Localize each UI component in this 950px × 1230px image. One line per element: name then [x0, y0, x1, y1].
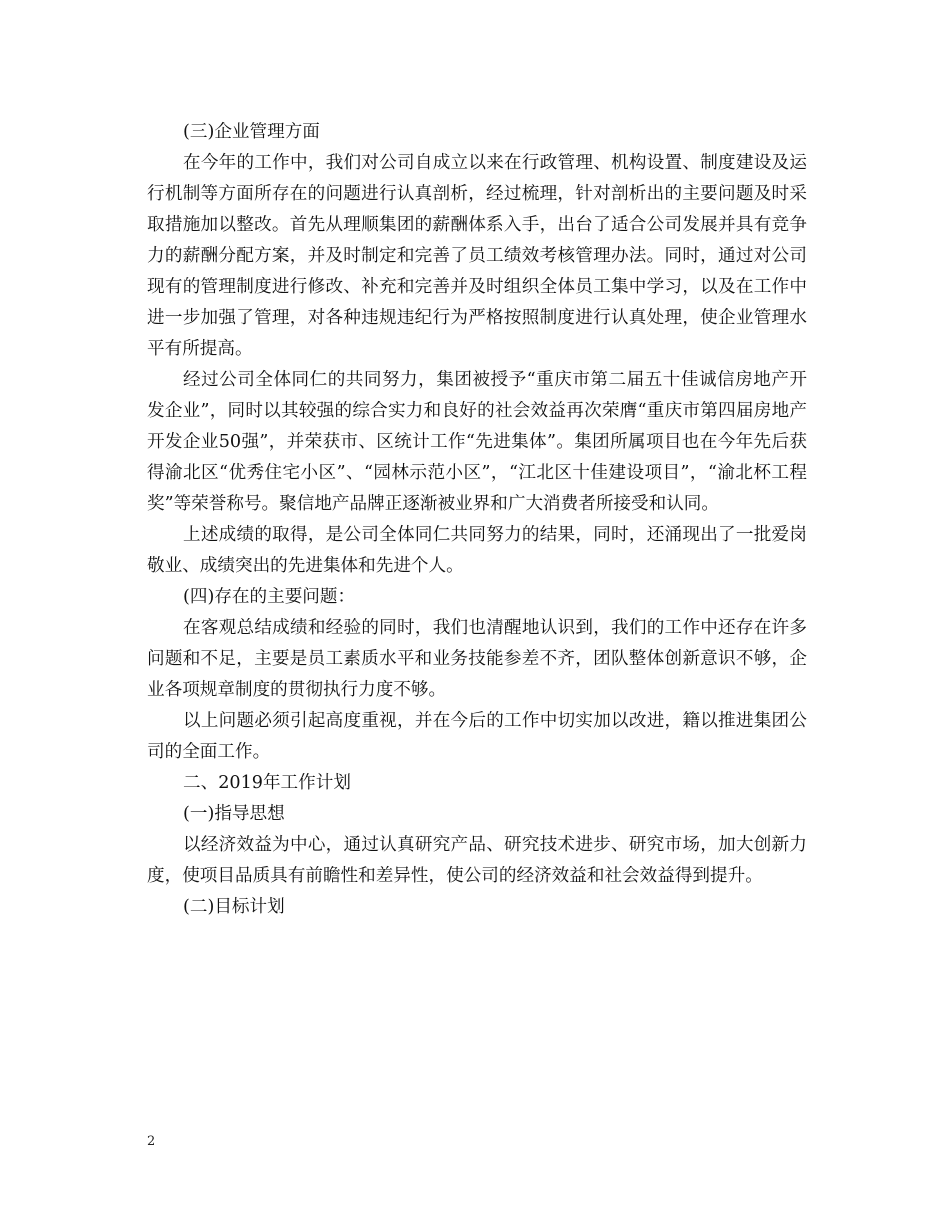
paragraph-achievements-summary: 上述成绩的取得，是公司全体同仁共同努力的结果，同时，还涌现出了一批爱岗敬业、成绩突出的先进集体和先进个人。: [147, 525, 807, 576]
section-heading-main-problems: (四)存在的主要问题：: [183, 587, 356, 607]
paragraph-honors: 经过公司全体同仁的共同努力，集团被授予“重庆市第二届五十佳诚信房地产开发企业”，同时以其较强的综合实力和良好的社会效益再次荣膺“重庆市第四届房地产开发企业50强”，并荣获市、区统计工作“先进集体”。集团所属项目也在今年先后获得渝北区“优秀住宅小区”、“园林示范小区”，“江北区十佳建设项目”，“渝北杯工程奖”等荣誉称号。聚信地产品牌正逐渐被业界和广大消费者所接受和认同。: [147, 370, 807, 514]
section-heading-work-plan: 二、2019年工作计划: [183, 773, 351, 793]
paragraph-management-review: 在今年的工作中，我们对公司自成立以来在行政管理、机构设置、制度建设及运行机制等方面所存在的问题进行认真剖析，经过梳理，针对剖析出的主要问题及时采取措施加以整改。首先从理顺集团的薪酬体系入手，出台了适合公司发展并具有竞争力的薪酬分配方案，并及时制定和完善了员工绩效考核管理办法。同时，通过对公司现有的管理制度进行修改、补充和完善并及时组织全体员工集中学习，以及在工作中进一步加强了管理，对各种违规违纪行为严格按照制度进行认真处理，使企业管理水平有所提高。: [147, 153, 807, 359]
paragraph-improvement: 以上问题必须引起高度重视，并在今后的工作中切实加以改进，籍以推进集团公司的全面工作。: [147, 711, 807, 762]
section-heading-guiding-ideology: (一)指导思想: [183, 804, 285, 824]
paragraph-guiding-ideology: 以经济效益为中心，通过认真研究产品、研究技术进步、研究市场，加大创新力度，使项目品质具有前瞻性和差异性，使公司的经济效益和社会效益得到提升。: [147, 835, 807, 886]
paragraph-problems: 在客观总结成绩和经验的同时，我们也清醒地认识到，我们的工作中还存在许多问题和不足，主要是员工素质水平和业务技能参差不齐，团队整体创新意识不够，企业各项规章制度的贯彻执行力度不够。: [147, 618, 807, 700]
section-heading-target-plan: (二)目标计划: [183, 897, 285, 917]
document-body: [147, 117, 807, 923]
section-heading-enterprise-management: (三)企业管理方面: [183, 122, 320, 142]
page-number: 2: [147, 1134, 156, 1149]
